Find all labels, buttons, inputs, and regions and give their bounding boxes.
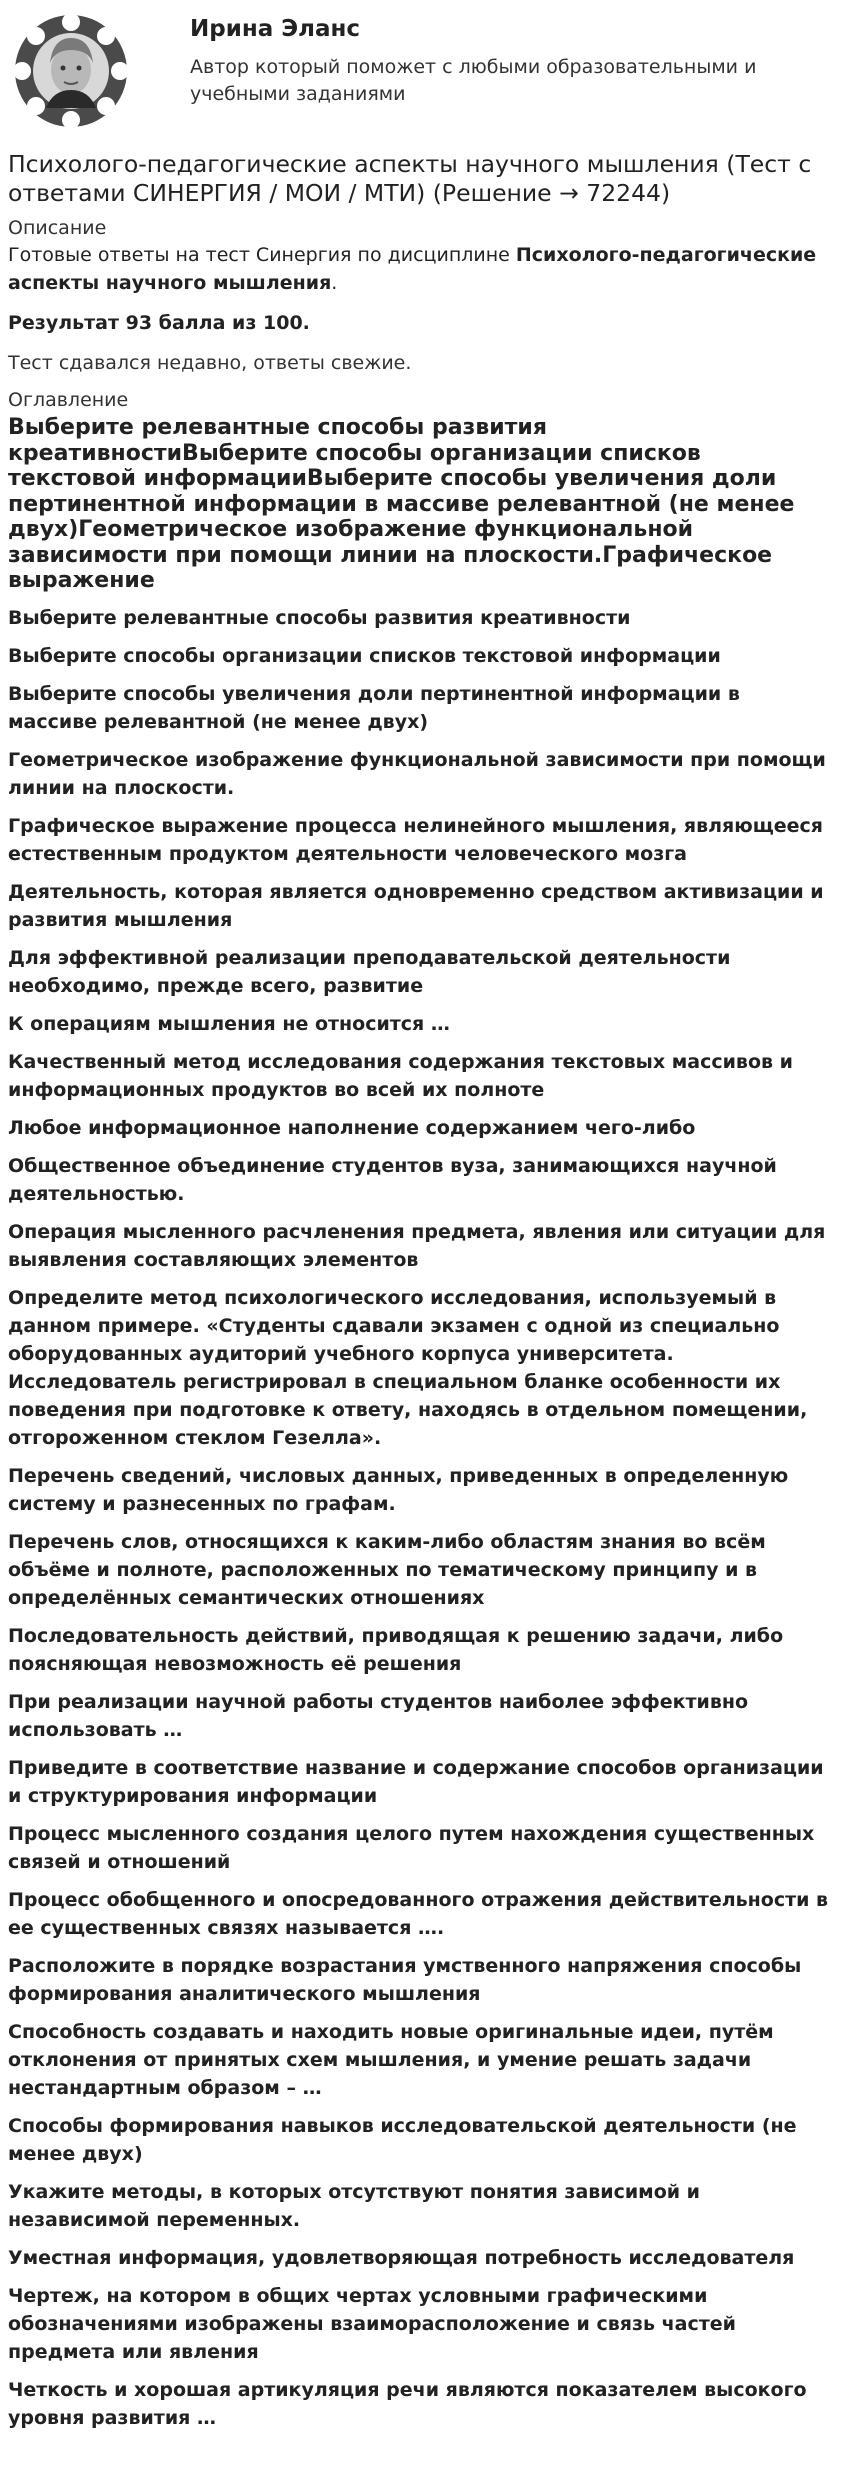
toc-item[interactable]: Геометрическое изображение функциональной зависимости при помощи линии на плоскости. [8, 748, 826, 799]
author-info [190, 8, 790, 108]
author-name[interactable]: Ирина Эланс [190, 16, 361, 42]
film-reel-photo-icon [8, 8, 134, 134]
freshness-note: Тест сдавался недавно, ответы свежие. [8, 352, 412, 374]
toc-item[interactable]: Выберите способы организации списков текстовой информации [8, 644, 721, 667]
toc-item[interactable]: Определите метод психологического исследования, используемый в данном примере. «Студенты сдавали экзамен с одной из специально оборудованных аудиторий учебного корпуса университета. Исследователь регистрировал в специальном бланке особенности их поведения при подготовке к ответу, находясь в отдельном помещении, отгороженном стеклом Гезелла». [8, 1286, 808, 1449]
toc-item[interactable]: Перечень сведений, числовых данных, приведенных в определенную систему и разнесенных по графам. [8, 1464, 789, 1515]
description-end: . [331, 272, 338, 294]
toc-item[interactable]: Перечень слов, относящихся к каким-либо областям знания во всём объёме и полноте, расположенных по тематическому принципу и в определённых семантических отношениях [8, 1530, 766, 1609]
toc-item[interactable]: Графическое выражение процесса нелинейного мышления, являющееся естественным продуктом деятельности человеческого мозга [8, 814, 823, 865]
toc-item[interactable]: Деятельность, которая является одновременно средством активизации и развития мышления [8, 880, 824, 931]
toc-item[interactable]: Четкость и хорошая артикуляция речи являются показателем высокого уровня развития … [8, 2378, 807, 2429]
toc-list [8, 604, 835, 2432]
toc-item[interactable]: Расположите в порядке возрастания умственного напряжения способы формирования аналитического мышления [8, 1954, 802, 2005]
toc-item[interactable]: Процесс мысленного создания целого путем нахождения существенных связей и отношений [8, 1822, 815, 1873]
toc-item[interactable]: Для эффективной реализации преподавательской деятельности необходимо, прежде всего, развитие [8, 946, 731, 997]
toc-item[interactable]: Способы формирования навыков исследовательской деятельности (не менее двух) [8, 2114, 797, 2165]
author-description: Автор который поможет с любыми образовательными и учебными заданиями [190, 56, 757, 105]
toc-heading: Выберите релевантные способы развития креативностиВыберите способы организации списков текстовой информацииВыберите способы увеличения доли пертинентной информации в массиве релевантной (не менее двух)Геометрическое изображение функциональной зависимости при помощи линии на плоскости.Графическое выражение [8, 415, 795, 593]
toc-item[interactable]: При реализации научной работы студентов наиболее эффективно использовать … [8, 1690, 749, 1741]
toc-item[interactable]: Любое информационное наполнение содержанием чего-либо [8, 1116, 696, 1139]
toc-item[interactable]: Качественный метод исследования содержания текстовых массивов и информационных продуктов во всей их полноте [8, 1050, 793, 1101]
author-card [8, 0, 835, 140]
toc-item[interactable]: К операциям мышления не относится … [8, 1012, 450, 1035]
toc-item[interactable]: Выберите релевантные способы развития креативности [8, 606, 631, 629]
page-title: Психолого-педагогические аспекты научного мышления (Тест с ответами СИНЕРГИЯ / МОИ / МТИ) (Решение → 72244) [8, 150, 812, 207]
toc-item[interactable]: Выберите способы увеличения доли пертинентной информации в массиве релевантной (не менее двух) [8, 682, 740, 733]
description-text [8, 241, 835, 297]
result-score: Результат 93 балла из 100. [8, 312, 310, 334]
toc-item[interactable]: Уместная информация, удовлетворяющая потребность исследователя [8, 2246, 795, 2269]
toc-item[interactable]: Чертеж, на котором в общих чертах условными графическими обозначениями изображены взаиморасположение и связь частей предмета или явления [8, 2284, 736, 2363]
toc-item[interactable]: Укажите методы, в которых отсутствуют понятия зависимой и независимой переменных. [8, 2180, 700, 2231]
toc-item[interactable]: Общественное объединение студентов вуза, занимающихся научной деятельностью. [8, 1154, 777, 1205]
description-intro: Готовые ответы на тест Синергия по дисциплине [8, 244, 516, 266]
toc-item[interactable]: Операция мысленного расчленения предмета, явления или ситуации для выявления составляющих элементов [8, 1220, 826, 1271]
toc-label: Оглавление [8, 389, 129, 411]
toc-item[interactable]: Приведите в соответствие название и содержание способов организации и структурирования информации [8, 1756, 824, 1807]
description-subject: Психолого-педагогические аспекты научного мышления [8, 244, 817, 294]
toc-item[interactable]: Способность создавать и находить новые оригинальные идеи, путём отклонения от принятых схем мышления, и умение решать задачи нестандартным образом – … [8, 2020, 774, 2099]
toc-item[interactable]: Последовательность действий, приводящая к решению задачи, либо поясняющая невозможность её решения [8, 1624, 784, 1675]
toc-item[interactable]: Процесс обобщенного и опосредованного отражения действительности в ее существенных связях называется …. [8, 1888, 829, 1939]
author-avatar[interactable] [8, 8, 134, 134]
description-label: Описание [8, 217, 107, 239]
